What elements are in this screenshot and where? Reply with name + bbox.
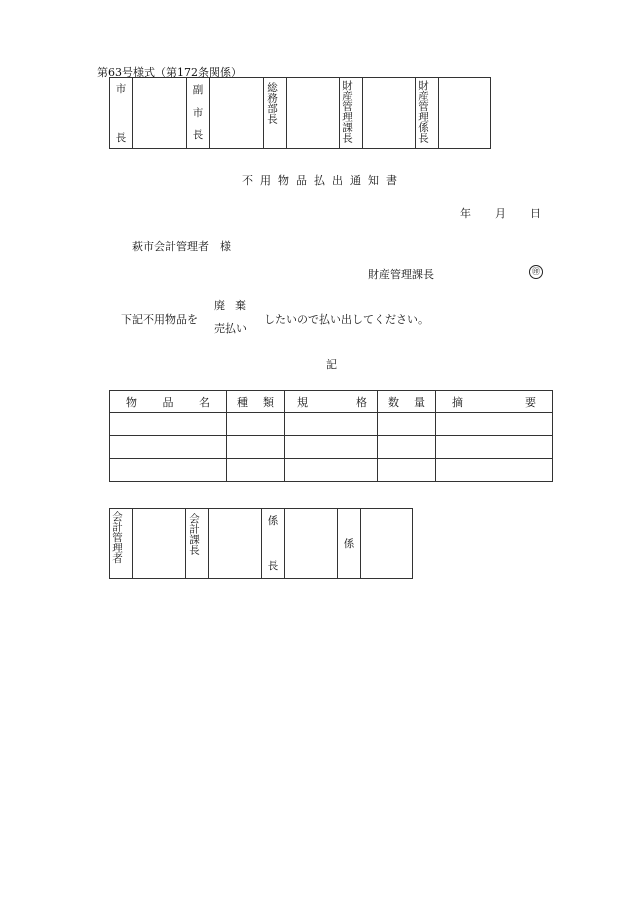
cell-item-name[interactable] (110, 413, 227, 436)
ki-heading: 記 (326, 358, 337, 371)
items-table (109, 390, 553, 482)
header-char: 類 (263, 395, 274, 409)
cell-item-name[interactable] (110, 459, 227, 482)
form-number: 第63号様式（第172条関係） (97, 66, 242, 79)
header-char: 規 (297, 395, 308, 409)
approval-stamp-mayor[interactable] (133, 78, 187, 149)
acct-stamp-unit-chief[interactable] (285, 509, 338, 579)
addressee: 萩市会計管理者 様 (132, 240, 231, 253)
approval-stamp-property-unit-chief[interactable] (439, 78, 491, 149)
option-sell[interactable]: 売払い (214, 322, 247, 335)
header-spec (285, 391, 378, 413)
date-year: 年 (460, 207, 471, 220)
cell-spec[interactable] (285, 413, 378, 436)
cell-quantity[interactable] (378, 459, 436, 482)
header-char: 量 (414, 395, 425, 409)
acct-stamp-accounting-manager[interactable] (133, 509, 186, 579)
date-month: 月 (495, 207, 506, 220)
approval-stamp-property-section-chief[interactable] (363, 78, 416, 149)
acct-label-char: 係 (267, 515, 279, 527)
body-prefix: 下記不用物品を (121, 313, 198, 326)
cell-summary[interactable] (436, 436, 553, 459)
cell-spec[interactable] (285, 459, 378, 482)
approval-stamp-deputy-mayor[interactable] (210, 78, 264, 149)
cell-quantity[interactable] (378, 413, 436, 436)
header-char: 品 (162, 395, 174, 409)
document-title: 不用物品払出通知書 (242, 174, 404, 187)
acct-label-accounting-section-chief: 会計課長 (186, 509, 209, 579)
approval-label-char: 市 (192, 106, 204, 119)
cell-quantity[interactable] (378, 436, 436, 459)
cell-type[interactable] (227, 459, 285, 482)
header-item-name (110, 391, 227, 413)
approval-label-char: 市 (115, 83, 127, 95)
approval-label-char: 長 (192, 129, 204, 141)
header-quantity (378, 391, 436, 413)
acct-stamp-accounting-section-chief[interactable] (209, 509, 262, 579)
acct-label-char: 長 (267, 560, 279, 572)
approval-label-deputy-mayor (187, 78, 210, 149)
approval-stamp-general-affairs-director[interactable] (287, 78, 340, 149)
header-char: 摘 (452, 395, 463, 409)
acct-label-accounting-manager: 会計管理者 (110, 509, 133, 579)
acct-label-unit-chief (262, 509, 285, 579)
approval-box (109, 77, 491, 149)
approval-label-general-affairs-director: 総務部長 (264, 78, 287, 149)
date-line (460, 205, 541, 221)
approval-label-char: 副 (192, 84, 204, 96)
header-summary (436, 391, 553, 413)
approval-label-property-section-chief: 財産管理課長 (340, 78, 363, 149)
header-char: 種 (237, 395, 248, 409)
header-char: 格 (356, 395, 367, 409)
header-char: 物 (126, 395, 137, 409)
cell-type[interactable] (227, 413, 285, 436)
body-suffix: したいので払い出してください。 (264, 313, 429, 326)
sender: 財産管理課長 (368, 268, 434, 281)
acct-label-staff: 係 (338, 509, 361, 579)
accounting-approval-box (109, 508, 413, 579)
seal-mark-icon: ㊞ (529, 265, 543, 279)
acct-stamp-staff[interactable] (361, 509, 413, 579)
header-char: 要 (525, 395, 536, 409)
cell-type[interactable] (227, 436, 285, 459)
option-dispose[interactable]: 廃棄 (214, 299, 256, 312)
approval-label-mayor (110, 78, 133, 149)
table-row (110, 413, 553, 436)
approval-label-property-unit-chief: 財産管理係長 (416, 78, 439, 149)
header-type (227, 391, 285, 413)
header-char: 数 (388, 395, 399, 409)
header-char: 名 (199, 395, 210, 409)
table-row (110, 459, 553, 482)
table-row (110, 436, 553, 459)
cell-summary[interactable] (436, 459, 553, 482)
items-table-header (110, 391, 553, 413)
date-day: 日 (530, 207, 541, 220)
cell-summary[interactable] (436, 413, 553, 436)
cell-spec[interactable] (285, 436, 378, 459)
approval-label-char: 長 (115, 132, 127, 144)
cell-item-name[interactable] (110, 436, 227, 459)
